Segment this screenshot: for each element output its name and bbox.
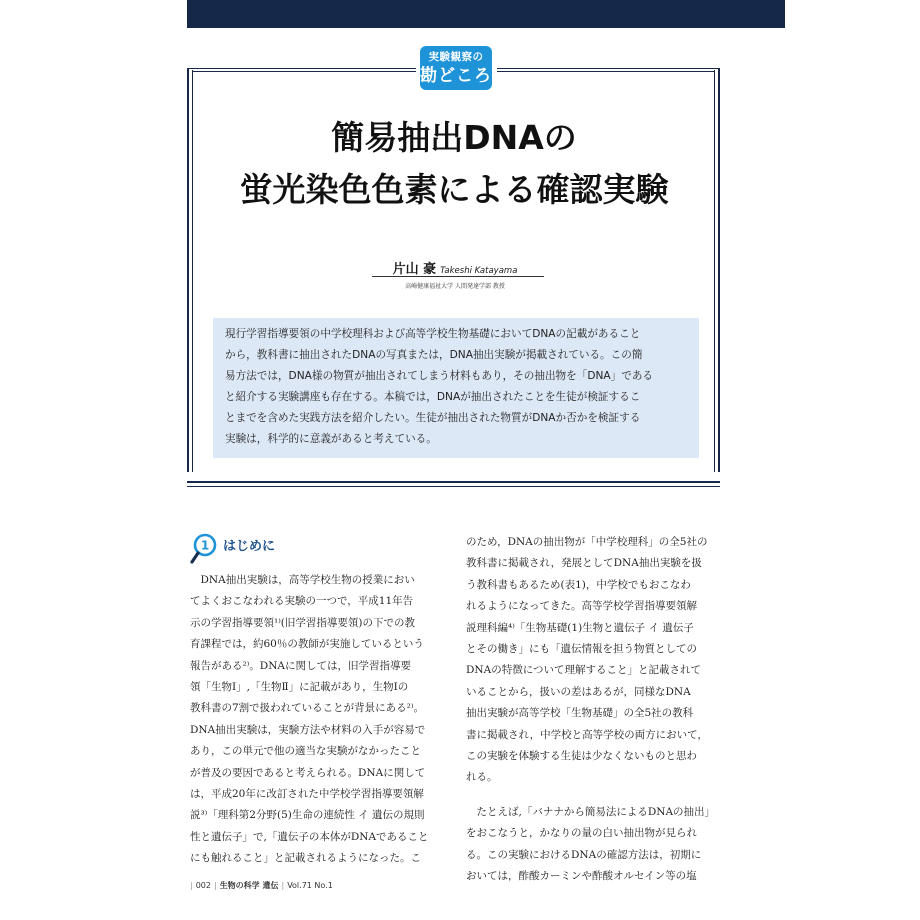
top-color-bar: [187, 0, 785, 28]
frame-bottom-rule-outer: [187, 481, 720, 483]
title-line-1: 簡易抽出DNAの: [331, 118, 577, 157]
body-line: 報告がある²⁾。DNAに関しては，旧学習指導要: [190, 659, 411, 672]
body-line: のため，DNAの抽出物が「中学校理科」の全5社の: [466, 536, 708, 548]
paragraph-gap: [466, 789, 722, 802]
body-line: にも触れること」と記載されるようになった。こ: [190, 852, 421, 865]
abstract-line: 実験は，科学的に意義があると考えている。: [225, 433, 437, 445]
header-rule-right-inner: [497, 71, 715, 72]
body-line: れるようになってきた。高等学校学習指導要領解: [466, 600, 697, 613]
abstract-line: とまでを含めた実践方法を紹介したい。生徒が抽出された物質がDNAか否かを検証する: [225, 412, 641, 424]
header-rule-left-outer: [187, 68, 416, 69]
body-column-right: [466, 532, 722, 888]
header-rule-left-inner: [192, 71, 416, 72]
frame-bottom-rule-inner: [187, 486, 720, 487]
body-line: あり，この単元で他の適当な実験がなかったこと: [190, 745, 421, 758]
section-title: はじめに: [223, 539, 276, 554]
author-byline: [350, 258, 560, 277]
author-rule: [372, 276, 544, 277]
body-line: が普及の要因であると考えられる。DNAに関して: [190, 766, 426, 779]
body-line: をおこなうと，かなりの量の白い抽出物が見られ: [466, 827, 697, 840]
body-line: DNA抽出実験は，高等学校生物の授業におい: [190, 574, 415, 586]
body-line: おいては，酢酸カーミンや酢酸オルセイン等の塩: [466, 870, 697, 883]
body-line: れる。: [466, 771, 498, 784]
body-line: とその働き」にも「遺伝情報を担う物質としての: [466, 643, 697, 656]
page-number: 002: [195, 881, 211, 890]
body-line: 性と遺伝子」で,「遺伝子の本体がDNAであること: [190, 830, 429, 843]
frame-left-outer: [187, 68, 189, 472]
volume-number: Vol.71 No.1: [287, 881, 333, 890]
article-title: [190, 112, 718, 216]
series-badge-line1: 実験観察の: [428, 51, 484, 63]
body-line: 教科書の7割で扱われていることが背景にある²⁾。: [190, 702, 424, 715]
body-line: 示の学習指導要領¹⁾(旧学習指導要領)の下での教: [190, 616, 415, 629]
body-line: たとえば,「バナナから簡易法によるDNAの抽出」: [466, 805, 716, 818]
body-line: る。この実験におけるDNAの確認方法は，初期に: [466, 848, 702, 861]
magazine-name: 生物の科学 遺伝: [219, 881, 279, 890]
frame-right-outer: [718, 68, 720, 472]
body-line: 抽出実験が高等学校「生物基礎」の全5社の教科: [466, 707, 694, 720]
author-affiliation: 高崎健康福祉大学 人間発達学部 教授: [405, 283, 505, 290]
author-name-ja: 片山 豪: [392, 262, 437, 277]
body-line: 教科書に掲載され，発展としてDNA抽出実験を扱: [466, 557, 702, 570]
body-line: DNAの特徴について理解すること」と記載されて: [466, 664, 701, 677]
body-line: 説理科編⁴⁾「生物基礎(1)生物と遺伝子 イ 遺伝子: [466, 621, 694, 634]
author-name-en: Takeshi Katayama: [440, 266, 518, 276]
body-line: この実験を体験する生徒は少なくないものと思わ: [466, 750, 697, 763]
magnifier-icon: [190, 530, 226, 566]
series-badge: [420, 46, 492, 90]
section-number: 1: [200, 538, 210, 553]
header-rule-right-outer: [497, 68, 720, 69]
body-line: 領「生物Ⅰ」,「生物Ⅱ」に記載があり，生物Ⅰの: [190, 681, 409, 694]
body-line: は，平成20年に改訂された中学校学習指導要領解: [190, 788, 424, 801]
abstract-line: と紹介する実験講座も存在する。本稿では，DNAが抽出されたことを生徒が検証するこ: [225, 391, 641, 403]
series-badge-line2: 勘どころ: [420, 65, 492, 86]
body-line: 説³⁾「理科第2分野(5)生命の連続性 イ 遺伝の規則: [190, 809, 425, 822]
title-line-2: 蛍光染色色素による確認実験: [239, 170, 669, 209]
body-line: いることから，扱いの差はあるが，同様なDNA: [466, 685, 691, 698]
body-line: う教科書もあるため(表1)，中学校でもおこなわ: [466, 578, 691, 591]
section-heading: [190, 530, 440, 566]
body-line: 書に掲載され，中学校と高等学校の両方において，: [466, 728, 708, 741]
body-line: 育課程では，約60％の教師が実施しているという: [190, 638, 424, 651]
abstract-line: 現行学習指導要領の中学校理科および高等学校生物基礎においてDNAの記載があること: [225, 328, 641, 340]
body-line: てよくおこなわれる実験の一つで，平成11年告: [190, 595, 414, 608]
body-line: DNA抽出実験は，実験方法や材料の入手が容易で: [190, 723, 426, 736]
page-footer: | 002 | 生物の科学 遺伝 | Vol.71 No.1: [190, 881, 333, 890]
abstract-line: から，教科書に抽出されたDNAの写真または，DNA抽出実験が掲載されている。この簡: [225, 349, 643, 361]
abstract-line: 易方法では，DNA様の物質が抽出されてしまう材料もあり，その抽出物を「DNA」である: [225, 370, 654, 382]
abstract-box: [213, 318, 699, 458]
body-column-left: [190, 570, 445, 870]
